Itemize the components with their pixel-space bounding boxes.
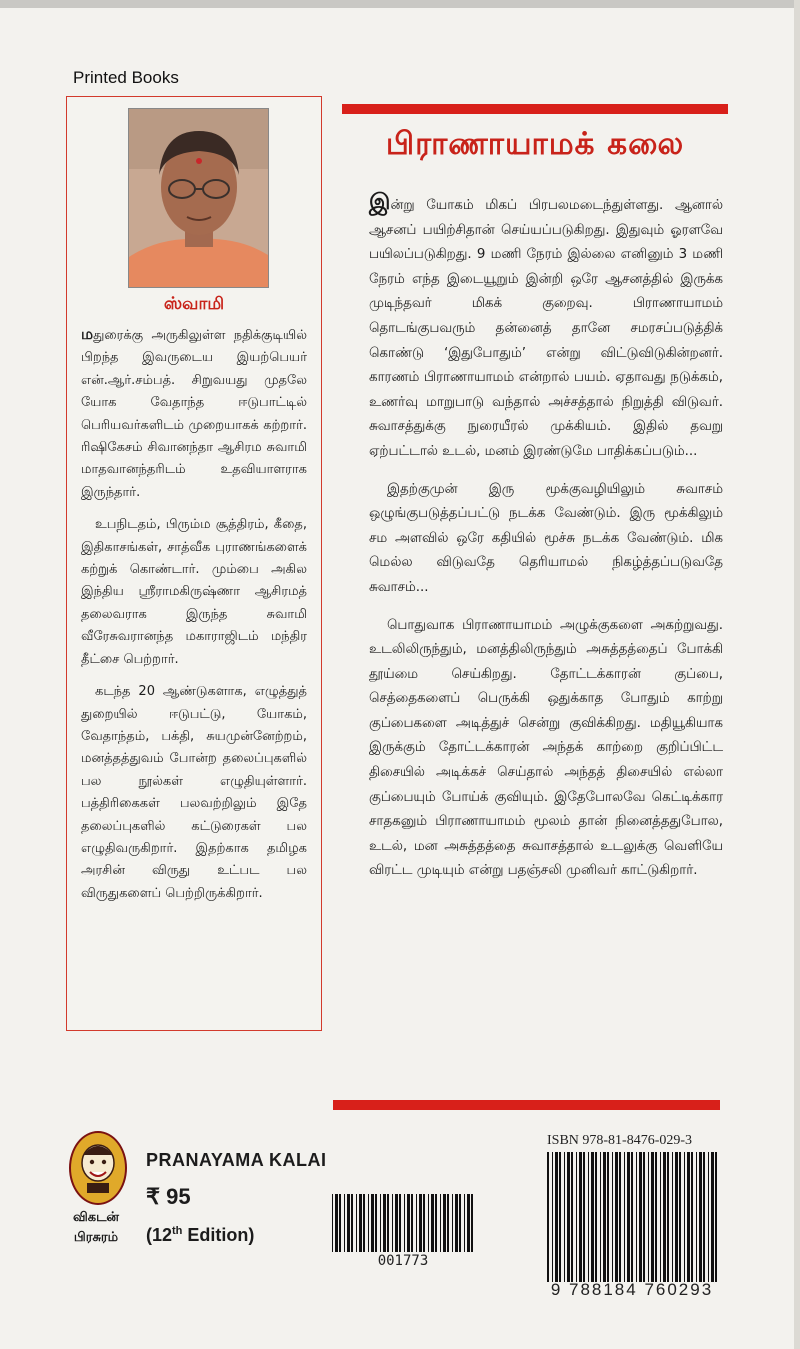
header-label: Printed Books [73,68,179,87]
barcode-bar [368,1194,369,1252]
blurb-text-1: ன்று யோகம் மிகப் பிரபலமடைந்துள்ளது. ஆனால் ஆசனப் பயிற்சிதான் செய்யப்படுகிறது. இதுவும் ஓரளவே பயிலப்படுகிறது. 9 மணி நேரம் இல்லை எனினும் 3 மணி நேரம் எந்த இடையூறும் இன்றி ஒரே ஆசனத்தில் இருக்க முடிந்தவர் மிகக் குறைவு. பிராணாயாமம் தொடங்குபவரும் தன்னைத் தானே சமரசப்படுத்திக் கொண்டு ‘இதுபோதும்’ என்று விட்டுவிடுகின்றனர். காரணம் பிராணாயாமம் என்றால் பயம். ஏதாவது நடுக்கம், உணர்வு மாறுபாடு வந்தால் அச்சத்தால் நிறுத்தி விடுவர். சுவாசத்துக்கு நுரையீரல் முக்கியம். இதில் தவறு ஏற்பட்டால் உடல், மனம் இரண்டுமே பாதிக்கப்படும்... [369,198,723,459]
barcode-bar [600,1152,601,1282]
barcode-bar [471,1194,473,1252]
author-portrait-image [129,109,268,287]
barcode-bar [387,1194,389,1252]
barcode-bar [383,1194,386,1252]
barcode-bar [440,1194,441,1252]
barcode-bar [651,1152,654,1282]
barcode-bar [711,1152,714,1282]
barcode-bar [547,1152,549,1282]
barcode-bar [464,1194,465,1252]
barcode-bar [703,1152,705,1282]
barcode-bar [643,1152,645,1282]
barcode-bar [435,1194,437,1252]
barcode-bar [699,1152,702,1282]
barcode-bar [339,1194,341,1252]
author-name: ஸ்வாமி [163,294,225,314]
cover-top-edge [0,0,800,8]
publisher-name [55,1208,137,1248]
barcode-bar [431,1194,434,1252]
barcode-bar [559,1152,561,1282]
barcode-bar [347,1194,350,1252]
blurb-paragraph-3: பொதுவாக பிராணாயாமம் அழுக்குகளை அகற்றுவது. உடலிலிருந்தும், மனத்திலிருந்தும் அசுத்தத்தைப் போக்கி தூய்மை செய்கிறது. தோட்டக்காரன் குப்பை, செத்தைகளைப் பெருக்கி ஒதுக்காத போதும் காற்று குப்பைகளை அடித்துச் சென்று குவிக்கிறது. மதியூகியாக இருக்கும் தோட்டக்காரன் அந்தக் காற்றை குறிப்பிட்ட திசையில் அடிக்கச் செய்தால் அந்தத் திசையில் எல்லா குப்பையும் போய்க் குவியும். இதேபோலவே கெட்டிக்கார சாதகனும் பிராணாயாமம் மூலம் தான் நினைத்ததுபோல, உடல், மன அசுத்தத்தை சுவாசத்தால் உடலுக்கு வெளியே விரட்ட முடியும் என்று பதஞ்சலி முனிவர் காட்டுகிறார். [369,617,723,879]
barcode-bar [407,1194,410,1252]
book-blurb [369,190,723,897]
barcode-bar [371,1194,374,1252]
author-bio-paragraph-2: உபநிடதம், பிரும்ம சூத்திரம், கீதை, இதிகாசங்கள், சாத்வீக புராணங்களைக் கற்றுக் கொண்டார். மும்பை அகில இந்திய ஸ்ரீராமகிருஷ்ணா ஆசிரமத் தலைவராக இருந்த சுவாமி வீரேசுவரானந்த மகாராஜிடம் மந்திர தீட்சை பெற்றார். [81,517,307,667]
barcode-bar [583,1152,585,1282]
book-price: ₹ 95 [146,1184,191,1209]
publisher-mascot-icon [71,1133,125,1203]
blurb-paragraph-2: இதற்குமுன் இரு மூக்குவழியிலும் சுவாசம் ஒழுங்குபடுத்தப்பட்டு நடக்க வேண்டும். இரு மூக்கிலும் சம அளவில் ஒரே கதியில் மூச்சு நடக்க வேண்டும். மிக மெல்ல விடுவதே தெரியாமல் நிகழ்த்தப்படுவதே சுவாசம்... [369,481,723,595]
blurb-dropcap: இ [369,190,391,215]
barcode-bar [452,1194,453,1252]
book-title-tamil: பிராணாயாமக் கலை [385,126,685,162]
barcode-bar [672,1152,673,1282]
barcode-bar [571,1152,573,1282]
cover-right-edge [794,0,800,1349]
barcode-bar [679,1152,681,1282]
barcode-bar [428,1194,429,1252]
barcode-bar [332,1194,333,1252]
barcode-bar [552,1152,553,1282]
author-photo [128,108,269,288]
edition-number: (12 [146,1225,173,1245]
barcode-bar [576,1152,577,1282]
isbn-barcode [545,1152,719,1282]
barcode-bar [404,1194,405,1252]
barcode-bar [459,1194,461,1252]
barcode-bar [375,1194,377,1252]
small-barcode [330,1194,476,1252]
barcode-bar [708,1152,709,1282]
barcode-bar [588,1152,589,1282]
barcode-bar [555,1152,558,1282]
barcode-bar [380,1194,381,1252]
barcode-bar [392,1194,393,1252]
barcode-bar [715,1152,717,1282]
author-bio-paragraph-1 [81,323,307,504]
barcode-bar [636,1152,637,1282]
author-bio-paragraph-3: கடந்த 20 ஆண்டுகளாக, எழுத்துத் துறையில் ஈடுபட்டு, யோகம், வேதாந்தம், பக்தி, சுயமுன்னேற்றம், மனத்தத்துவம் போன்ற தலைப்புகளில் பல நூல்கள் எழுதியுள்ளார். பத்திரிகைகள் பலவற்றிலும் இதே தலைப்புகளில் கட்டுரைகள் பல எழுதிவருகிறார். இதற்காக தமிழக அரசின் விருது உட்பட பல விருதுகளைப் பெற்றிருக்கிறார். [81,684,307,901]
barcode-bar [416,1194,417,1252]
isbn-text: ISBN 978-81-8476-029-3 [547,1133,693,1148]
barcode-bar [660,1152,661,1282]
barcode-bar [624,1152,625,1282]
barcode-bar [684,1152,685,1282]
barcode-bar [443,1194,446,1252]
barcode-bar [567,1152,570,1282]
barcode-bar [591,1152,594,1282]
barcode-bar [399,1194,401,1252]
author-bio [81,323,307,915]
barcode-bar [356,1194,357,1252]
author-bio-dropcap: ம [81,325,94,343]
publisher-name-line-1: விகடன் [72,1210,120,1225]
publisher-logo [69,1131,127,1205]
edition-suffix: th [172,1225,183,1237]
publisher-name-line-2: பிரசுரம் [73,1230,119,1245]
barcode-bar [615,1152,618,1282]
book-title-english: PRANAYAMA KALAI [146,1150,327,1170]
barcode-bar [691,1152,693,1282]
barcode-bar [631,1152,633,1282]
barcode-bar [395,1194,398,1252]
barcode-bar [696,1152,697,1282]
barcode-bar [564,1152,565,1282]
edition-label: Edition) [182,1225,255,1245]
barcode-bar [335,1194,338,1252]
barcode-bar [603,1152,606,1282]
barcode-bar [579,1152,582,1282]
barcode-bar [359,1194,362,1252]
barcode-bar [667,1152,669,1282]
barcode-bar [419,1194,422,1252]
barcode-bar [648,1152,649,1282]
barcode-bar [663,1152,666,1282]
barcode-bar [351,1194,353,1252]
blurb-paragraph-1 [369,190,723,465]
barcode-bar [607,1152,609,1282]
barcode-bar [675,1152,678,1282]
blurb-bottom-rule [333,1100,720,1110]
barcode-bar [639,1152,642,1282]
isbn-barcode-number: 9 788184 760293 [550,1280,714,1299]
barcode-bar [467,1194,470,1252]
barcode-bar [344,1194,345,1252]
author-bio-text-1: துரைக்கு அருகிலுள்ள நதிக்குடியில் பிறந்த இவருடைய இயற்பெயர் என்.ஆர்.சம்பத். சிறுவயது முதலே யோக வேதாந்த ஈடுபாட்டில் பெரியவர்களிடம் முறையாகக் கற்றார். ரிஷிகேசம் சிவானந்தா ஆசிரம சுவாமி மாதவானந்தரிடம் உதவியாளராக இருந்தார். [81,328,307,500]
barcode-bar [447,1194,449,1252]
barcode-bar [455,1194,458,1252]
barcode-bar [627,1152,630,1282]
title-top-rule [342,104,728,114]
barcode-bar [619,1152,621,1282]
author-panel [66,96,322,1031]
barcode-bar [423,1194,425,1252]
barcode-bar [595,1152,597,1282]
barcode-bar [363,1194,365,1252]
barcode-bar [687,1152,690,1282]
barcode-bar [612,1152,613,1282]
book-edition [146,1225,254,1246]
small-barcode-number: 001773 [377,1253,429,1269]
barcode-bar [655,1152,657,1282]
barcode-bar [411,1194,413,1252]
